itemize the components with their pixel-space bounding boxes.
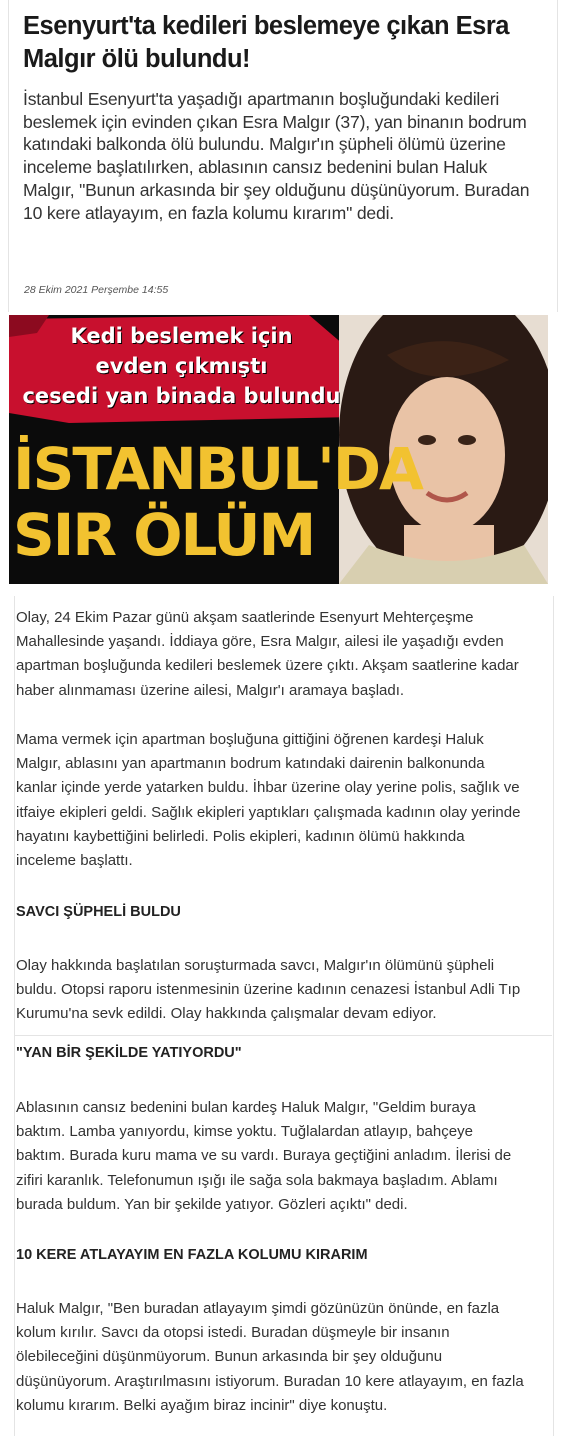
hero-headline-line-1: Kedi beslemek için <box>70 324 293 348</box>
section-divider <box>14 1035 552 1036</box>
hero-big-text-line-1: İSTANBUL'DA <box>13 435 422 503</box>
hero-big-text-line-2: SIR ÖLÜM <box>13 501 315 569</box>
body-paragraph-1: Olay, 24 Ekim Pazar günü akşam saatlerinde Esenyurt Mehterçeşme Mahallesinde yaşandı. İddiaya göre, Esra Malgır, ailesi ile yaşadığı evden apartman boşluğunda kedileri beslemek üzere çıktı. Akşam saatlerine kadar haber alınmaması üzerine ailesi, Malgır'ı aramaya başladı. <box>16 609 519 699</box>
hero-headline-line-3: cesedi yan binada bulundu <box>22 384 341 408</box>
publish-date: 28 Ekim 2021 Perşembe 14:55 <box>24 284 169 296</box>
article-summary: İstanbul Esenyurt'ta yaşadığı apartmanın boşluğundaki kedileri beslemek için evinden çıkan Esra Malgır (37), yan binanın bodrum katındaki balkonda ölü bulundu. Malgır'ın şüpheli ölümü üzerine inceleme başlatılırken, ablasının cansız bedenini bulan Haluk Malgır, "Bunun arkasında bir şey olduğunu düşünüyorum. Buradan 10 kere atlayayım, en fazla kolumu kırarım" dedi. <box>23 89 530 223</box>
subheading-yan: "YAN BİR ŞEKİLDE YATIYORDU" <box>16 1045 242 1061</box>
body-paragraph-5: Haluk Malgır, "Ben buradan atlayayım şimdi gözünüzün önünde, en fazla kolum kırılır. Savcı da otopsi istedi. Buradan düşmeyle bir insanın ölebileceğini düşünmüyorum. Bunun arkasında bir şey olduğunu düşünüyorum. Araştırılmasını istiyorum. Buradan 10 kere atlayayım, en fazla kolumu kırarım. Belki ayağım biraz incinir" diye konuştu. <box>16 1300 524 1414</box>
subheading-savci: SAVCI ŞÜPHELİ BULDU <box>16 904 181 920</box>
hero-image <box>9 315 548 584</box>
body-paragraph-2: Mama vermek için apartman boşluğuna gittiğini öğrenen kardeşi Haluk Malgır, ablasını yan apartmanın bodrum katındaki dairenin balkonunda kanlar içinde yerde yatarken buldu. İhbar üzerine olay yerine polis, sağlık ve itfaiye ekipleri geldi. Sağlık ekipleri yaptıkları çalışmada kadının olay yerinde hayatını kaybettiğini belirledi. Polis ekipleri, kadının ölümü hakkında inceleme başlattı. <box>16 731 521 870</box>
hero-headline-line-2: evden çıkmıştı <box>95 354 268 378</box>
body-paragraph-3: Olay hakkında başlatılan soruşturmada savcı, Malgır'ın ölümünü şüpheli buldu. Otopsi raporu istenmesinin üzerine kadının cenazesi İstanbul Adli Tıp Kurumu'na sevk edildi. Olay hakkında çalışmalar devam ediyor. <box>16 957 521 1023</box>
body-paragraph-4: Ablasının cansız bedenini bulan kardeş Haluk Malgır, "Geldim buraya baktım. Lamba yanıyordu, kimse yoktu. Tuğlalardan atlayıp, bahçeye baktım. Burada kuru mama ve su vardı. Buraya geçtiğini anladım. İlerisi de zifiri karanlık. Telefonumun ışığı ile sağa sola bakmaya başladım. Ablamı burada buldum. Yan bir şekilde yatıyor. Gözleri açıktı" dedi. <box>16 1099 512 1213</box>
article-header <box>8 0 558 312</box>
subheading-atlayayim: 10 KERE ATLAYAYIM EN FAZLA KOLUMU KIRARIM <box>16 1247 368 1263</box>
article-title: Esenyurt'ta kedileri beslemeye çıkan Esra Malgır ölü bulundu! <box>23 12 509 73</box>
